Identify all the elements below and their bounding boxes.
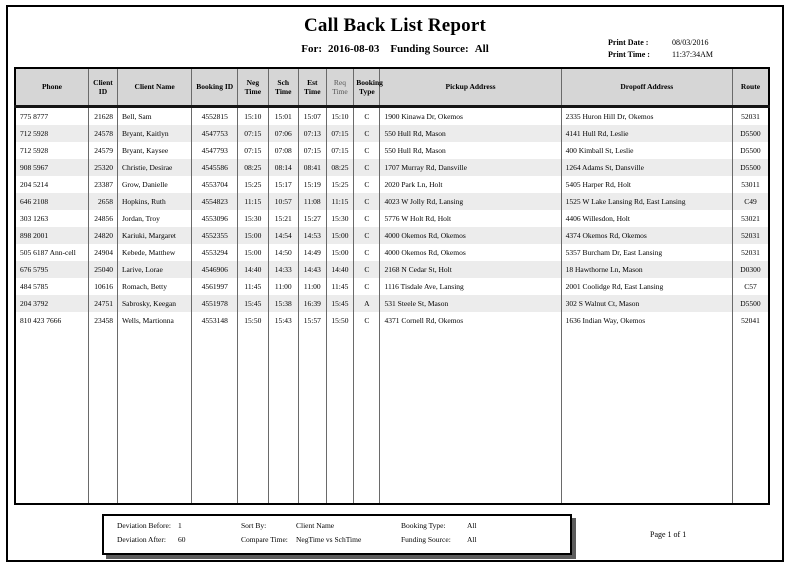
table-cell: 2335 Huron Hill Dr, Okemos: [561, 107, 732, 126]
column-header: Client Name: [117, 68, 191, 107]
funding-source-label: Funding Source:: [390, 43, 469, 55]
table-cell: C: [354, 142, 380, 159]
table-cell: 2001 Coolidge Rd, East Lansing: [561, 278, 732, 295]
table-cell: Sabrosky, Keegan: [117, 295, 191, 312]
table-cell: 24904: [88, 244, 117, 261]
table-cell: 14:40: [326, 261, 354, 278]
table-cell: 15:57: [298, 312, 326, 329]
table-cell: [192, 329, 238, 504]
table-row: [15, 159, 769, 176]
table-cell: 08:25: [238, 159, 268, 176]
table-cell: 52041: [732, 312, 769, 329]
table-cell: 08:41: [298, 159, 326, 176]
table-cell: Kebede, Matthew: [117, 244, 191, 261]
table-cell: 4545586: [192, 159, 238, 176]
table-cell: 4000 Okemos Rd, Okemos: [380, 227, 561, 244]
table-cell: 4546906: [192, 261, 238, 278]
table-cell: Jordan, Troy: [117, 210, 191, 227]
deviation-after-value: 60: [178, 535, 186, 544]
print-info: [608, 37, 713, 61]
table-cell: 24820: [88, 227, 117, 244]
table-cell: Kariuki, Margaret: [117, 227, 191, 244]
table-cell: 2020 Park Ln, Holt: [380, 176, 561, 193]
table-cell: 646 2108: [20, 197, 49, 206]
report-title: Call Back List Report: [303, 15, 487, 36]
table-cell: 11:08: [298, 193, 326, 210]
table-cell: 11:15: [326, 193, 354, 210]
table-cell: 4553148: [192, 312, 238, 329]
table-cell: Grow, Danielle: [117, 176, 191, 193]
table-cell: 15:50: [238, 312, 268, 329]
table-cell: 4554823: [192, 193, 238, 210]
table-cell: 15:43: [268, 312, 298, 329]
table-cell: 908 5967: [20, 163, 49, 172]
print-time-value: 11:37:34AM: [672, 50, 714, 59]
table-cell: C: [354, 159, 380, 176]
table-cell: 15:01: [268, 107, 298, 126]
funding-source-filter-label: Funding Source:: [401, 535, 451, 544]
table-cell: 15:30: [238, 210, 268, 227]
table-cell: [298, 329, 326, 504]
table-cell: 25320: [88, 159, 117, 176]
table-cell: 15:19: [298, 176, 326, 193]
table-cell: 550 Hull Rd, Mason: [380, 125, 561, 142]
table-cell: Christie, Desirae: [117, 159, 191, 176]
table-cell: 11:00: [268, 278, 298, 295]
table-cell: 07:13: [298, 125, 326, 142]
table-cell: Bryant, Kaysee: [117, 142, 191, 159]
table-cell: 204 3792: [20, 299, 49, 308]
table-cell: 550 Hull Rd, Mason: [380, 142, 561, 159]
column-header: Phone: [15, 68, 88, 107]
table-cell: Bell, Sam: [117, 107, 191, 126]
table-row: [15, 227, 769, 244]
table-cell: [354, 329, 380, 504]
table-body: [15, 107, 769, 505]
table-cell: 52031: [732, 227, 769, 244]
table-row: [15, 261, 769, 278]
table-cell: 23387: [88, 176, 117, 193]
table-row: [15, 278, 769, 295]
table-cell: 11:45: [326, 278, 354, 295]
report-page: [6, 5, 784, 562]
table-filler-row: [15, 329, 769, 504]
for-label: For:: [301, 43, 323, 55]
table-cell: 53011: [732, 176, 769, 193]
table-cell: 4371 Cornell Rd, Okemos: [380, 312, 561, 329]
table-cell: 1707 Murray Rd, Dansville: [380, 159, 561, 176]
column-header: Neg Time: [238, 68, 268, 107]
table-cell: 5357 Burcham Dr, East Lansing: [561, 244, 732, 261]
column-header: Req Time: [326, 68, 354, 107]
table-cell: 302 S Walnut Ct, Mason: [561, 295, 732, 312]
table-cell: 531 Steele St, Mason: [380, 295, 561, 312]
table-cell: 15:45: [326, 295, 354, 312]
table-cell: 07:15: [326, 142, 354, 159]
table-cell: 4547793: [192, 142, 238, 159]
table-cell: 14:33: [268, 261, 298, 278]
table-cell: 07:15: [238, 125, 268, 142]
table-cell: C: [354, 261, 380, 278]
column-header: Client ID: [88, 68, 117, 107]
table-cell: 14:40: [238, 261, 268, 278]
table-cell: C: [354, 107, 380, 126]
table-row: [15, 193, 769, 210]
table-cell: 15:38: [268, 295, 298, 312]
table-cell: D5500: [732, 295, 769, 312]
table-cell: 4406 Willesdon, Holt: [561, 210, 732, 227]
funding-source-filter-value: All: [467, 535, 477, 544]
column-header: Pickup Address: [380, 68, 561, 107]
table-cell: 4141 Hull Rd, Leslie: [561, 125, 732, 142]
table-header-row: [15, 68, 769, 107]
table-cell: 400 Kimball St, Leslie: [561, 142, 732, 159]
table-cell: 4000 Okemos Rd, Okemos: [380, 244, 561, 261]
table-cell: [15, 329, 88, 504]
table-cell: 24579: [88, 142, 117, 159]
table-cell: [268, 329, 298, 504]
table-cell: 07:15: [238, 142, 268, 159]
table-cell: 1116 Tisdale Ave, Lansing: [380, 278, 561, 295]
table-cell: Larive, Lorae: [117, 261, 191, 278]
table-cell: 303 1263: [20, 214, 49, 223]
table-cell: Romach, Betty: [117, 278, 191, 295]
table-cell: C57: [732, 278, 769, 295]
column-header: Booking ID: [192, 68, 238, 107]
table-cell: 15:45: [238, 295, 268, 312]
table-cell: 1264 Adams St, Dansville: [561, 159, 732, 176]
table-cell: [326, 329, 354, 504]
table-cell: 18 Hawthorne Ln, Mason: [561, 261, 732, 278]
deviation-before-label: Deviation Before:: [117, 521, 171, 530]
table-cell: 15:27: [298, 210, 326, 227]
table-row: [15, 107, 769, 126]
table-cell: 15:30: [326, 210, 354, 227]
table-cell: C: [354, 312, 380, 329]
table-cell: 15:00: [326, 244, 354, 261]
table-cell: 16:39: [298, 295, 326, 312]
for-date: 2016-08-03: [328, 43, 380, 55]
table-cell: 4552815: [192, 107, 238, 126]
page-number: Page 1 of 1: [650, 530, 687, 539]
table-cell: 11:15: [238, 193, 268, 210]
table-cell: 484 5785: [20, 282, 49, 291]
table-cell: [561, 329, 732, 504]
table-cell: Bryant, Kaitlyn: [117, 125, 191, 142]
table-cell: C: [354, 125, 380, 142]
table-cell: 24578: [88, 125, 117, 142]
table-cell: 810 423 7666: [20, 316, 62, 325]
table-cell: 15:25: [326, 176, 354, 193]
table-cell: C: [354, 176, 380, 193]
table-cell: [238, 329, 268, 504]
table-cell: 2658: [88, 193, 117, 210]
print-time-label: Print Time :: [608, 50, 650, 59]
table-cell: 08:25: [326, 159, 354, 176]
table-row: [15, 244, 769, 261]
table-cell: 4553704: [192, 176, 238, 193]
table-cell: 15:10: [238, 107, 268, 126]
table-cell: 676 5795: [20, 265, 49, 274]
table-cell: 15:00: [238, 244, 268, 261]
deviation-after-label: Deviation After:: [117, 535, 166, 544]
table-cell: 25040: [88, 261, 117, 278]
table-cell: 15:00: [238, 227, 268, 244]
table-row: [15, 125, 769, 142]
table-cell: C: [354, 278, 380, 295]
table-cell: D5500: [732, 159, 769, 176]
table-cell: 1900 Kinawa Dr, Okemos: [380, 107, 561, 126]
print-date-label: Print Date :: [608, 38, 649, 47]
table-cell: 15:00: [326, 227, 354, 244]
table-cell: 1636 Indian Way, Okemos: [561, 312, 732, 329]
table-cell: 07:06: [268, 125, 298, 142]
table-cell: [380, 329, 561, 504]
print-date-value: 08/03/2016: [672, 38, 709, 47]
column-header: Booking Type: [354, 68, 380, 107]
sort-by-value: Client Name: [296, 521, 335, 530]
table-cell: 5776 W Holt Rd, Holt: [380, 210, 561, 227]
table-cell: 505 6187 Ann-cell: [20, 248, 76, 257]
table-cell: 24751: [88, 295, 117, 312]
table-cell: [88, 329, 117, 504]
table-cell: 712 5928: [20, 146, 49, 155]
table-cell: 10616: [88, 278, 117, 295]
table-cell: 07:08: [268, 142, 298, 159]
booking-type-value: All: [467, 521, 477, 530]
table-cell: D0300: [732, 261, 769, 278]
table-cell: C49: [732, 193, 769, 210]
table-row: [15, 312, 769, 329]
table-cell: 712 5928: [20, 129, 49, 138]
table-cell: A: [354, 295, 380, 312]
table-cell: C: [354, 210, 380, 227]
compare-time-label: Compare Time:: [241, 535, 288, 544]
table-row: [15, 176, 769, 193]
table-cell: 15:17: [268, 176, 298, 193]
table-cell: 4561997: [192, 278, 238, 295]
table-cell: 15:07: [298, 107, 326, 126]
table-cell: C: [354, 227, 380, 244]
table-cell: 4547753: [192, 125, 238, 142]
table-row: [15, 142, 769, 159]
table-cell: 15:50: [326, 312, 354, 329]
table-cell: 15:21: [268, 210, 298, 227]
table-cell: 14:49: [298, 244, 326, 261]
table-cell: 4553294: [192, 244, 238, 261]
table-cell: 4552355: [192, 227, 238, 244]
booking-type-label: Booking Type:: [401, 521, 446, 530]
table-cell: 08:14: [268, 159, 298, 176]
table-cell: 11:00: [298, 278, 326, 295]
table-row: [15, 210, 769, 227]
table-cell: Wells, Martionna: [117, 312, 191, 329]
table-cell: 1525 W Lake Lansing Rd, East Lansing: [561, 193, 732, 210]
table-cell: 52031: [732, 244, 769, 261]
table-cell: 4023 W Jolly Rd, Lansing: [380, 193, 561, 210]
table-cell: 4551978: [192, 295, 238, 312]
table-cell: 2168 N Cedar St, Holt: [380, 261, 561, 278]
column-header: Dropoff Address: [561, 68, 732, 107]
table-cell: 52031: [732, 107, 769, 126]
sort-by-label: Sort By:: [241, 521, 267, 530]
deviation-before-value: 1: [178, 521, 182, 530]
table-cell: 775 8777: [20, 112, 49, 121]
table-cell: D5500: [732, 125, 769, 142]
table-cell: 4374 Okemos Rd, Okemos: [561, 227, 732, 244]
table-cell: [732, 329, 769, 504]
table-cell: 204 5214: [20, 180, 49, 189]
column-header: Sch Time: [268, 68, 298, 107]
table-cell: 53021: [732, 210, 769, 227]
table-cell: 21628: [88, 107, 117, 126]
funding-source-value: All: [474, 43, 489, 55]
table-cell: 5405 Harper Rd, Holt: [561, 176, 732, 193]
report-parameters-box: [102, 514, 572, 555]
table-cell: [117, 329, 191, 504]
table-cell: 24856: [88, 210, 117, 227]
column-header: Est Time: [298, 68, 326, 107]
table-cell: 07:15: [326, 125, 354, 142]
column-header: Route: [732, 68, 769, 107]
table-cell: 898 2001: [20, 231, 49, 240]
table-cell: Hopkins, Ruth: [117, 193, 191, 210]
table-cell: 4553096: [192, 210, 238, 227]
table-cell: 14:53: [298, 227, 326, 244]
table-cell: 07:15: [298, 142, 326, 159]
table-cell: 10:57: [268, 193, 298, 210]
table-cell: 14:54: [268, 227, 298, 244]
table-cell: 14:50: [268, 244, 298, 261]
table-cell: 15:10: [326, 107, 354, 126]
table-cell: 14:43: [298, 261, 326, 278]
table-cell: 15:25: [238, 176, 268, 193]
table-cell: 11:45: [238, 278, 268, 295]
compare-time-value: NegTime vs SchTime: [296, 535, 362, 544]
table-cell: D5500: [732, 142, 769, 159]
callback-table: [14, 67, 770, 505]
table-cell: 23458: [88, 312, 117, 329]
table-row: [15, 295, 769, 312]
table-cell: C: [354, 244, 380, 261]
table-header: [15, 68, 769, 107]
table-cell: C: [354, 193, 380, 210]
